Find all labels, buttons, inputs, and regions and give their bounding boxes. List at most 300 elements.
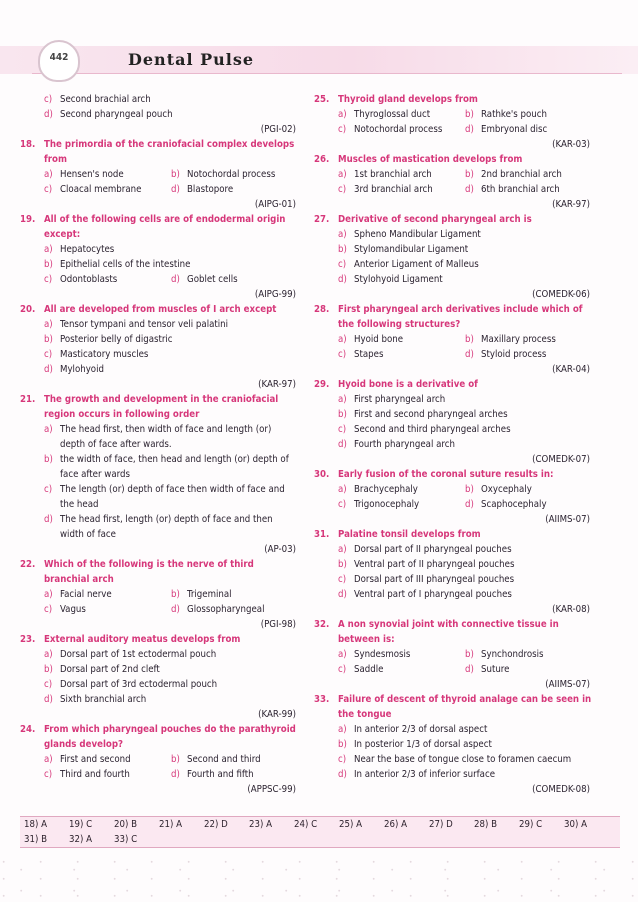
source-tag: (KAR-03): [552, 139, 590, 150]
options: [314, 482, 592, 512]
options: [20, 167, 298, 197]
option-text: Cloacal membrane: [60, 184, 142, 195]
option-text: 3rd branchial arch: [354, 184, 433, 195]
option-text: Posterior belly of digastric: [60, 334, 173, 345]
question-q30: [314, 467, 592, 527]
option: [338, 272, 592, 287]
question-q28: [314, 302, 592, 377]
question-text: A non synovial joint with connective tissue in between is:: [338, 619, 559, 645]
question-q21: [20, 392, 298, 557]
option-letter: c): [44, 184, 53, 195]
option-text: Maxillary process: [481, 334, 556, 345]
option-row: [44, 362, 298, 377]
option-letter: c): [44, 484, 53, 495]
question-text: The growth and development in the craniofacial region occurs in following order: [44, 394, 279, 420]
option-row: [338, 392, 592, 407]
option-letter: b): [171, 169, 180, 180]
option-row: [44, 182, 298, 197]
option-row: [44, 167, 298, 182]
source-tag: (AIPG-01): [254, 199, 296, 210]
question-number: 30.: [314, 469, 330, 480]
option-text: Hepatocytes: [60, 244, 115, 255]
option-text: Suture: [481, 664, 510, 675]
option-letter: d): [465, 124, 474, 135]
question-text: Early fusion of the coronal suture results in:: [338, 469, 554, 480]
option-text: The length (or) depth of face then width of face and the head: [60, 484, 285, 510]
options: [20, 422, 298, 542]
option: [44, 167, 171, 182]
option-letter: c): [338, 574, 347, 585]
option-text: Second pharyngeal pouch: [60, 109, 173, 120]
option-letter: a): [338, 394, 347, 405]
answer-item: 32) A: [69, 834, 92, 845]
option-row: [44, 647, 298, 662]
option-text: Embryonal disc: [481, 124, 548, 135]
option-row: [338, 737, 592, 752]
option-letter: b): [338, 409, 347, 420]
option: [338, 437, 592, 452]
source-tag: (AIPG-99): [254, 289, 296, 300]
option: [171, 602, 298, 617]
question-stem: [314, 617, 592, 647]
option-row: [44, 347, 298, 362]
answer-item: 22) D: [204, 819, 228, 830]
question-text: First pharyngeal arch derivatives include which of the following structures?: [338, 304, 583, 330]
option-row: [44, 482, 298, 512]
question-stem: [20, 212, 298, 242]
paper-texture: [0, 855, 638, 902]
question-text: Failure of descent of thyroid analage can be seen in the tongue: [338, 694, 592, 720]
answer-item: 29) C: [519, 819, 543, 830]
option-letter: a): [338, 724, 347, 735]
option-letter: a): [338, 334, 347, 345]
option-text: Stylomandibular Ligament: [354, 244, 469, 255]
option-row: [44, 272, 298, 287]
option-text: In posterior 1/3 of dorsal aspect: [354, 739, 492, 750]
option-row: [338, 107, 592, 122]
right-column: [314, 92, 592, 797]
source-tag: (KAR-99): [258, 709, 296, 720]
question-q31: [314, 527, 592, 617]
options: [20, 242, 298, 287]
option: [338, 107, 465, 122]
option: [44, 692, 298, 707]
option-text: Dorsal part of III pharyngeal pouches: [354, 574, 515, 585]
option: [44, 482, 298, 512]
answer-row: [20, 832, 620, 847]
option: [44, 242, 298, 257]
option: [338, 347, 465, 362]
option-text: Second brachial arch: [60, 94, 151, 105]
option-row: [338, 272, 592, 287]
option-text: Mylohyoid: [60, 364, 104, 375]
option-letter: d): [465, 664, 474, 675]
question-stem: [314, 692, 592, 722]
option-letter: d): [44, 514, 53, 525]
option: [465, 497, 592, 512]
question-text: From which pharyngeal pouches do the parathyroid glands develop?: [44, 724, 296, 750]
option: [338, 257, 592, 272]
options: [314, 227, 592, 287]
option-letter: c): [44, 604, 53, 615]
option: [338, 167, 465, 182]
option-text: Spheno Mandibular Ligament: [354, 229, 481, 240]
option: [171, 167, 298, 182]
option: [338, 227, 592, 242]
question-stem: [20, 392, 298, 422]
option-letter: c): [338, 259, 347, 270]
option: [44, 647, 298, 662]
source-tag: (KAR-08): [552, 604, 590, 615]
source-tag: (KAR-97): [552, 199, 590, 210]
option-text: 2nd branchial arch: [481, 169, 562, 180]
option: [338, 332, 465, 347]
header-rule: [32, 73, 622, 74]
options: [314, 542, 592, 602]
option: [338, 122, 465, 137]
option-text: Scaphocephaly: [481, 499, 547, 510]
option-row: [338, 422, 592, 437]
source-tag: (PGI-98): [260, 619, 296, 630]
question-number: 25.: [314, 94, 330, 105]
option: [338, 422, 592, 437]
option-text: Third and fourth: [60, 769, 130, 780]
answer-row: [20, 817, 620, 832]
option: [465, 482, 592, 497]
option-text: Notochordal process: [354, 124, 443, 135]
question-q25: [314, 92, 592, 152]
answer-item: 19) C: [69, 819, 93, 830]
question-stem: [314, 92, 592, 107]
option: [465, 332, 592, 347]
option: [44, 512, 298, 542]
option-text: Masticatory muscles: [60, 349, 149, 360]
option-row: [44, 257, 298, 272]
source-tag: (COMEDK-08): [532, 784, 590, 795]
option-row: [338, 347, 592, 362]
option-row: [44, 767, 298, 782]
option-letter: d): [338, 589, 347, 600]
option-text: Second and third: [187, 754, 261, 765]
option-row: [44, 512, 298, 542]
option-letter: c): [44, 274, 53, 285]
option-text: First pharyngeal arch: [354, 394, 446, 405]
source-tag: (KAR-97): [258, 379, 296, 390]
option: [338, 182, 465, 197]
option-text: Dorsal part of 2nd cleft: [60, 664, 160, 675]
option-letter: d): [44, 364, 53, 375]
answer-item: 21) A: [159, 819, 182, 830]
option: [44, 347, 298, 362]
option-letter: b): [44, 334, 53, 345]
option-row: [44, 317, 298, 332]
options: [20, 317, 298, 377]
answer-item: 24) C: [294, 819, 318, 830]
option-row: [44, 242, 298, 257]
option: [338, 587, 592, 602]
source-tag: (AIIMS-07): [545, 514, 590, 525]
option-letter: a): [44, 244, 53, 255]
option: [338, 647, 465, 662]
question-stem: [20, 557, 298, 587]
answer-item: 31) B: [24, 834, 48, 845]
option-row: [44, 692, 298, 707]
question-q17c: [20, 92, 298, 137]
option: [465, 107, 592, 122]
option: [338, 767, 592, 782]
question-number: 29.: [314, 379, 330, 390]
question-text: Hyoid bone is a derivative of: [338, 379, 478, 390]
question-text: All of the following cells are of endodermal origin except:: [44, 214, 286, 240]
option-letter: c): [338, 424, 347, 435]
options: [314, 647, 592, 677]
option-letter: d): [465, 349, 474, 360]
option-letter: a): [44, 649, 53, 660]
option-letter: d): [171, 604, 180, 615]
option-letter: d): [338, 274, 347, 285]
option-letter: d): [338, 439, 347, 450]
book-title: Dental Pulse: [128, 50, 255, 69]
option-letter: c): [338, 124, 347, 135]
question-number: 20.: [20, 304, 36, 315]
option-letter: d): [44, 694, 53, 705]
option-letter: a): [338, 544, 347, 555]
option-letter: b): [171, 589, 180, 600]
question-q24: [20, 722, 298, 797]
option: [44, 677, 298, 692]
option-text: Goblet cells: [187, 274, 238, 285]
option-text: Ventral part of I pharyngeal pouches: [354, 589, 512, 600]
option-text: Oxycephaly: [481, 484, 532, 495]
option: [44, 362, 298, 377]
left-column: [20, 92, 298, 797]
option-row: [338, 767, 592, 782]
option-letter: d): [465, 499, 474, 510]
option-letter: b): [465, 484, 474, 495]
option-letter: b): [171, 754, 180, 765]
option-text: Epithelial cells of the intestine: [60, 259, 191, 270]
option: [44, 182, 171, 197]
option-row: [338, 242, 592, 257]
question-q26: [314, 152, 592, 212]
option-text: Rathke's pouch: [481, 109, 547, 120]
option-letter: d): [171, 184, 180, 195]
question-text: All are developed from muscles of I arch except: [44, 304, 277, 315]
option-letter: b): [44, 664, 53, 675]
option-row: [44, 662, 298, 677]
source-tag: (COMEDK-06): [532, 289, 590, 300]
answer-item: 20) B: [114, 819, 138, 830]
option-text: Fourth and fifth: [187, 769, 254, 780]
option-row: [338, 482, 592, 497]
option: [338, 557, 592, 572]
option-text: 6th branchial arch: [481, 184, 560, 195]
option: [171, 272, 298, 287]
option-row: [338, 257, 592, 272]
option: [465, 182, 592, 197]
option-letter: a): [338, 484, 347, 495]
option-text: Fourth pharyngeal arch: [354, 439, 455, 450]
question-number: 26.: [314, 154, 330, 165]
option-row: [44, 422, 298, 452]
option-text: 1st branchial arch: [354, 169, 432, 180]
option: [44, 332, 298, 347]
source-tag: (AIIMS-07): [545, 679, 590, 690]
option-text: Dorsal part of 1st ectodermal pouch: [60, 649, 217, 660]
options: [314, 167, 592, 197]
option-text: Blastopore: [187, 184, 234, 195]
option-text: the width of face, then head and length (or) depth of face after wards: [60, 454, 289, 480]
option-text: Trigeminal: [187, 589, 232, 600]
option: [465, 347, 592, 362]
option-letter: d): [465, 184, 474, 195]
option-text: Stapes: [354, 349, 384, 360]
options: [314, 107, 592, 137]
header-band: [0, 46, 638, 74]
option-text: Styloid process: [481, 349, 547, 360]
option-text: Dorsal part of 3rd ectodermal pouch: [60, 679, 218, 690]
option-letter: d): [338, 769, 347, 780]
answer-item: 33) C: [114, 834, 138, 845]
option-text: Saddle: [354, 664, 384, 675]
option: [338, 752, 592, 767]
option-letter: b): [465, 334, 474, 345]
question-number: 33.: [314, 694, 330, 705]
option: [171, 767, 298, 782]
option: [44, 107, 298, 122]
option-letter: c): [338, 184, 347, 195]
option-row: [44, 107, 298, 122]
option-row: [44, 332, 298, 347]
question-number: 22.: [20, 559, 36, 570]
question-text: Thyroid gland develops from: [338, 94, 478, 105]
option-letter: d): [171, 769, 180, 780]
option-text: Facial nerve: [60, 589, 112, 600]
option: [465, 662, 592, 677]
question-stem: [20, 722, 298, 752]
option-text: In anterior 2/3 of inferior surface: [354, 769, 496, 780]
question-stem: [314, 527, 592, 542]
option-letter: c): [44, 94, 53, 105]
option: [338, 242, 592, 257]
option-letter: a): [44, 319, 53, 330]
option-row: [44, 677, 298, 692]
answer-item: 28) B: [474, 819, 498, 830]
option-row: [338, 182, 592, 197]
option-text: The head first, then width of face and length (or) depth of face after wards.: [60, 424, 272, 450]
option-letter: a): [44, 169, 53, 180]
option-row: [338, 662, 592, 677]
option-letter: a): [338, 229, 347, 240]
option-letter: a): [44, 589, 53, 600]
options: [314, 332, 592, 362]
question-number: 28.: [314, 304, 330, 315]
question-text: External auditory meatus develops from: [44, 634, 241, 645]
option-letter: a): [338, 169, 347, 180]
option: [44, 422, 298, 452]
option-row: [338, 437, 592, 452]
option-letter: b): [44, 259, 53, 270]
question-q23: [20, 632, 298, 722]
option: [338, 737, 592, 752]
source-tag: (KAR-04): [552, 364, 590, 375]
option-letter: a): [338, 649, 347, 660]
question-q32: [314, 617, 592, 692]
option-row: [44, 452, 298, 482]
answer-item: 18) A: [24, 819, 47, 830]
option-row: [338, 647, 592, 662]
option: [338, 407, 592, 422]
option-letter: d): [171, 274, 180, 285]
question-stem: [314, 467, 592, 482]
option-row: [338, 572, 592, 587]
option: [171, 752, 298, 767]
answer-key: [20, 816, 620, 848]
option-row: [338, 557, 592, 572]
option-row: [44, 587, 298, 602]
question-stem: [314, 377, 592, 392]
question-text: Derivative of second pharyngeal arch is: [338, 214, 532, 225]
option-letter: c): [338, 349, 347, 360]
question-text: Palatine tonsil develops from: [338, 529, 481, 540]
option-text: Sixth branchial arch: [60, 694, 147, 705]
option: [44, 317, 298, 332]
option: [338, 662, 465, 677]
option-text: Synchondrosis: [481, 649, 544, 660]
source-tag: (PGI-02): [260, 124, 296, 135]
question-number: 32.: [314, 619, 330, 630]
question-q20: [20, 302, 298, 392]
option-letter: c): [44, 349, 53, 360]
question-number: 27.: [314, 214, 330, 225]
options: [20, 752, 298, 782]
option-letter: a): [44, 424, 53, 435]
option-row: [44, 752, 298, 767]
question-stem: [20, 302, 298, 317]
option: [465, 122, 592, 137]
option-row: [338, 122, 592, 137]
option-text: Hyoid bone: [354, 334, 404, 345]
option-row: [338, 497, 592, 512]
answer-item: 23) A: [249, 819, 272, 830]
question-text: Which of the following is the nerve of third branchial arch: [44, 559, 254, 585]
options: [20, 587, 298, 617]
option: [44, 752, 171, 767]
question-text: Muscles of mastication develops from: [338, 154, 523, 165]
options: [314, 392, 592, 452]
option-row: [338, 167, 592, 182]
source-tag: (COMEDK-07): [532, 454, 590, 465]
options: [20, 647, 298, 707]
option-letter: c): [44, 679, 53, 690]
option-letter: b): [465, 169, 474, 180]
question-number: 19.: [20, 214, 36, 225]
option: [338, 482, 465, 497]
option: [44, 257, 298, 272]
option-letter: c): [44, 769, 53, 780]
question-stem: [20, 137, 298, 167]
option-text: Dorsal part of II pharyngeal pouches: [354, 544, 512, 555]
option-row: [338, 752, 592, 767]
question-number: 21.: [20, 394, 36, 405]
option: [44, 602, 171, 617]
option-text: First and second: [60, 754, 131, 765]
option: [171, 182, 298, 197]
option-row: [338, 587, 592, 602]
option-row: [338, 542, 592, 557]
answer-item: 26) A: [384, 819, 407, 830]
question-stem: [314, 302, 592, 332]
